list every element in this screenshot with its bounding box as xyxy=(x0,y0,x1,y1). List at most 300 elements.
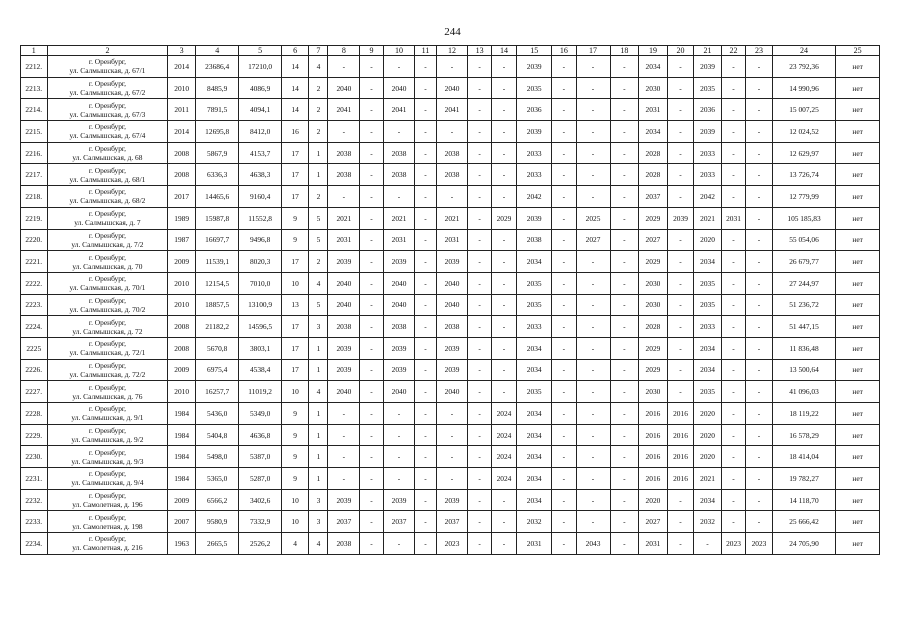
table-cell: - xyxy=(610,56,639,78)
table-cell: - xyxy=(667,294,694,316)
table-cell: - xyxy=(667,186,694,208)
table-cell: 2031 xyxy=(721,207,745,229)
table-cell: 1989 xyxy=(168,207,196,229)
table-cell: - xyxy=(360,403,383,425)
table-cell: - xyxy=(383,446,415,468)
table-cell: 2038 xyxy=(383,316,415,338)
table-cell: 2020 xyxy=(694,446,722,468)
table-cell: - xyxy=(746,316,773,338)
table-cell: 2038 xyxy=(383,142,415,164)
table-cell: - xyxy=(576,272,610,294)
table-cell: - xyxy=(491,142,516,164)
table-cell: 2041 xyxy=(436,99,468,121)
column-header: 12 xyxy=(436,46,468,56)
table-cell: - xyxy=(491,272,516,294)
table-cell: 2034 xyxy=(517,489,552,511)
table-cell: 10 xyxy=(281,381,309,403)
table-cell: - xyxy=(552,359,576,381)
address-street: ул. Салмышская, д. 68/2 xyxy=(69,196,146,206)
table-cell: - xyxy=(746,229,773,251)
table-cell: - xyxy=(746,251,773,273)
table-cell: нет xyxy=(836,511,880,533)
table-cell: - xyxy=(552,424,576,446)
table-cell: 9 xyxy=(281,446,309,468)
register-table xyxy=(20,45,880,555)
table-cell: 19 782,27 xyxy=(772,468,836,490)
table-cell: - xyxy=(360,489,383,511)
address-city: г. Оренбург, xyxy=(88,491,126,501)
column-header: 8 xyxy=(328,46,360,56)
table-cell: - xyxy=(552,316,576,338)
table-cell: 4 xyxy=(309,272,328,294)
table-cell: - xyxy=(360,337,383,359)
table-cell: 2021 xyxy=(328,207,360,229)
table-cell: - xyxy=(436,403,468,425)
table-cell: 2009 xyxy=(168,359,196,381)
table-cell: 2035 xyxy=(517,77,552,99)
table-cell: - xyxy=(415,272,436,294)
address-cell xyxy=(47,121,168,143)
table-cell: 16697,7 xyxy=(195,229,238,251)
table-cell: - xyxy=(468,121,491,143)
table-cell: - xyxy=(415,489,436,511)
row-number-cell: 2233. xyxy=(21,511,48,533)
column-header: 1 xyxy=(21,46,48,56)
table-cell: - xyxy=(328,468,360,490)
table-cell: - xyxy=(721,229,745,251)
table-cell: нет xyxy=(836,489,880,511)
table-cell: 2038 xyxy=(383,164,415,186)
address-street: ул. Салмышская, д. 67/3 xyxy=(69,109,146,119)
table-cell: 2040 xyxy=(328,381,360,403)
table-cell: - xyxy=(721,99,745,121)
table-cell: 2016 xyxy=(639,468,668,490)
table-cell: 27 244,97 xyxy=(772,272,836,294)
table-cell: 18 119,22 xyxy=(772,403,836,425)
table-cell: 2023 xyxy=(436,533,468,555)
address-cell xyxy=(47,294,168,316)
table-cell: 4 xyxy=(281,533,309,555)
table-cell: 3803,1 xyxy=(239,337,281,359)
table-cell: 2040 xyxy=(436,272,468,294)
address-city: г. Оренбург, xyxy=(88,469,126,479)
table-cell: 1984 xyxy=(168,468,196,490)
column-header: 17 xyxy=(576,46,610,56)
table-cell: - xyxy=(468,251,491,273)
table-cell: 2040 xyxy=(328,294,360,316)
table-cell: 2039 xyxy=(694,121,722,143)
table-cell: - xyxy=(491,489,516,511)
table-row xyxy=(21,99,880,121)
table-cell: 14 118,70 xyxy=(772,489,836,511)
table-cell: - xyxy=(383,56,415,78)
address-cell xyxy=(47,511,168,533)
table-cell: 2039 xyxy=(436,251,468,273)
row-number-cell: 2229. xyxy=(21,424,48,446)
table-cell: 2007 xyxy=(168,511,196,533)
table-cell: 2008 xyxy=(168,142,196,164)
address-cell xyxy=(47,381,168,403)
table-cell: - xyxy=(552,446,576,468)
table-cell: 2 xyxy=(309,186,328,208)
table-cell: - xyxy=(436,56,468,78)
table-cell: 2031 xyxy=(517,533,552,555)
table-cell: - xyxy=(746,381,773,403)
table-cell: 2039 xyxy=(517,121,552,143)
table-cell: - xyxy=(552,511,576,533)
table-cell: 17210,0 xyxy=(239,56,281,78)
table-cell: - xyxy=(721,294,745,316)
table-cell: 2 xyxy=(309,251,328,273)
table-cell: - xyxy=(468,381,491,403)
column-header: 10 xyxy=(383,46,415,56)
table-cell: 1 xyxy=(309,359,328,381)
address-city: г. Оренбург, xyxy=(88,512,126,522)
table-cell: 5 xyxy=(309,229,328,251)
table-cell: - xyxy=(746,207,773,229)
table-cell: - xyxy=(491,511,516,533)
table-cell: 2014 xyxy=(168,121,196,143)
table-cell: 2037 xyxy=(639,186,668,208)
table-cell: - xyxy=(667,142,694,164)
table-cell: 2 xyxy=(309,77,328,99)
table-cell: 2039 xyxy=(383,337,415,359)
table-row xyxy=(21,424,880,446)
table-cell: - xyxy=(328,424,360,446)
table-cell: 55 054,06 xyxy=(772,229,836,251)
table-cell: 2029 xyxy=(491,207,516,229)
table-cell: 2040 xyxy=(383,272,415,294)
table-cell: 14 xyxy=(281,56,309,78)
table-cell: - xyxy=(721,359,745,381)
address-street: ул. Самолетная, д. 196 xyxy=(72,500,143,510)
table-cell: - xyxy=(468,164,491,186)
table-cell: 2041 xyxy=(383,99,415,121)
table-cell: 2039 xyxy=(694,56,722,78)
table-cell: 2028 xyxy=(639,142,668,164)
table-cell: - xyxy=(610,359,639,381)
table-cell: 2009 xyxy=(168,251,196,273)
table-cell: - xyxy=(360,316,383,338)
row-number-cell: 2222. xyxy=(21,272,48,294)
table-cell: - xyxy=(360,359,383,381)
table-cell: 14 xyxy=(281,77,309,99)
table-cell: 25 666,42 xyxy=(772,511,836,533)
address-cell xyxy=(47,77,168,99)
table-cell: - xyxy=(552,468,576,490)
table-cell: - xyxy=(383,424,415,446)
table-cell: 2038 xyxy=(328,142,360,164)
table-cell: 14465,6 xyxy=(195,186,238,208)
address-street: ул. Самолетная, д. 198 xyxy=(72,521,143,531)
column-header: 25 xyxy=(836,46,880,56)
row-number-cell: 2216. xyxy=(21,142,48,164)
row-number-cell: 2231. xyxy=(21,468,48,490)
table-cell: - xyxy=(746,337,773,359)
table-cell: - xyxy=(468,186,491,208)
table-cell: - xyxy=(415,229,436,251)
table-cell: - xyxy=(491,186,516,208)
table-cell: нет xyxy=(836,468,880,490)
table-cell: - xyxy=(721,142,745,164)
table-cell: 5 xyxy=(309,294,328,316)
table-cell: 2021 xyxy=(436,207,468,229)
table-cell: - xyxy=(610,164,639,186)
table-cell: - xyxy=(328,403,360,425)
table-cell: - xyxy=(667,164,694,186)
table-cell: 2039 xyxy=(517,56,552,78)
table-header xyxy=(21,46,880,56)
table-cell: 4 xyxy=(309,56,328,78)
table-cell: - xyxy=(468,424,491,446)
address-city: г. Оренбург, xyxy=(88,230,126,240)
table-cell: 2 xyxy=(309,121,328,143)
table-cell: 2039 xyxy=(328,251,360,273)
table-cell: 17 xyxy=(281,359,309,381)
table-cell: 12 629,97 xyxy=(772,142,836,164)
table-cell: - xyxy=(328,446,360,468)
table-cell: - xyxy=(721,272,745,294)
table-cell: - xyxy=(576,164,610,186)
row-number-cell: 2224. xyxy=(21,316,48,338)
table-cell: - xyxy=(576,359,610,381)
table-cell: 4086,9 xyxy=(239,77,281,99)
table-cell: нет xyxy=(836,316,880,338)
address-street: ул. Салмышская, д. 9/2 xyxy=(71,435,144,445)
column-header: 16 xyxy=(552,46,576,56)
table-cell: - xyxy=(468,229,491,251)
table-cell: - xyxy=(746,446,773,468)
table-cell: 13 726,74 xyxy=(772,164,836,186)
table-cell: - xyxy=(576,489,610,511)
address-city: г. Оренбург, xyxy=(88,209,126,219)
table-cell: 2039 xyxy=(328,337,360,359)
table-cell: 4 xyxy=(309,381,328,403)
table-cell: 10 xyxy=(281,489,309,511)
table-cell: - xyxy=(610,272,639,294)
table-cell: - xyxy=(552,207,576,229)
table-cell: 1984 xyxy=(168,403,196,425)
table-cell: - xyxy=(436,446,468,468)
address-street: ул. Салмышская, д. 70/2 xyxy=(69,304,146,314)
table-cell: 2038 xyxy=(328,164,360,186)
table-cell: 1984 xyxy=(168,446,196,468)
table-cell: нет xyxy=(836,251,880,273)
address-street: ул. Салмышская, д. 72/1 xyxy=(69,348,146,358)
table-cell: 17 xyxy=(281,186,309,208)
address-city: г. Оренбург, xyxy=(88,426,126,436)
row-number-cell: 2227. xyxy=(21,381,48,403)
row-number-cell: 2230. xyxy=(21,446,48,468)
table-cell: 21182,2 xyxy=(195,316,238,338)
table-cell: - xyxy=(576,446,610,468)
table-cell: нет xyxy=(836,337,880,359)
address-street: ул. Салмышская, д. 9/4 xyxy=(71,478,144,488)
table-cell: - xyxy=(576,99,610,121)
table-cell: - xyxy=(721,164,745,186)
table-cell: 11552,8 xyxy=(239,207,281,229)
table-cell: - xyxy=(360,77,383,99)
address-city: г. Оренбург, xyxy=(88,122,126,132)
address-cell xyxy=(47,533,168,555)
table-cell: нет xyxy=(836,99,880,121)
table-cell: 5498,0 xyxy=(195,446,238,468)
table-cell: - xyxy=(576,294,610,316)
table-cell: 1963 xyxy=(168,533,196,555)
table-cell: 16 xyxy=(281,121,309,143)
table-cell: - xyxy=(610,381,639,403)
table-cell: - xyxy=(746,489,773,511)
table-cell: 2020 xyxy=(639,489,668,511)
table-cell: - xyxy=(552,533,576,555)
table-cell: - xyxy=(746,99,773,121)
table-cell: 5436,0 xyxy=(195,403,238,425)
table-cell: - xyxy=(383,468,415,490)
table-cell: 2042 xyxy=(694,186,722,208)
table-cell: 2039 xyxy=(383,489,415,511)
table-cell: 2016 xyxy=(667,403,694,425)
column-header: 13 xyxy=(468,46,491,56)
column-header: 5 xyxy=(239,46,281,56)
table-cell: 11539,1 xyxy=(195,251,238,273)
table-cell: 2029 xyxy=(639,337,668,359)
table-cell: - xyxy=(468,272,491,294)
table-cell: нет xyxy=(836,424,880,446)
table-cell: 2039 xyxy=(383,251,415,273)
table-cell: 105 185,83 xyxy=(772,207,836,229)
table-cell: - xyxy=(468,207,491,229)
table-cell: 2 xyxy=(309,99,328,121)
row-number-cell: 2223. xyxy=(21,294,48,316)
table-cell: - xyxy=(415,77,436,99)
column-header: 15 xyxy=(517,46,552,56)
table-cell: 2039 xyxy=(667,207,694,229)
table-cell: - xyxy=(415,251,436,273)
table-cell: 23 792,36 xyxy=(772,56,836,78)
table-cell: - xyxy=(576,77,610,99)
address-street: ул. Салмышская, д. 68/1 xyxy=(69,174,146,184)
table-cell: 2034 xyxy=(517,446,552,468)
column-header: 14 xyxy=(491,46,516,56)
row-number-cell: 2212. xyxy=(21,56,48,78)
table-cell: 2039 xyxy=(517,207,552,229)
table-cell: 2039 xyxy=(328,359,360,381)
table-cell: 4638,3 xyxy=(239,164,281,186)
table-cell: - xyxy=(415,337,436,359)
row-number-cell: 2226. xyxy=(21,359,48,381)
table-cell: - xyxy=(360,207,383,229)
table-cell: 7010,0 xyxy=(239,272,281,294)
table-cell: - xyxy=(610,446,639,468)
table-cell: - xyxy=(576,337,610,359)
table-cell: 13 xyxy=(281,294,309,316)
table-cell: - xyxy=(610,207,639,229)
address-cell xyxy=(47,403,168,425)
table-cell: - xyxy=(383,121,415,143)
table-cell: 2039 xyxy=(328,489,360,511)
table-cell: нет xyxy=(836,446,880,468)
table-cell: 2039 xyxy=(436,359,468,381)
address-cell xyxy=(47,186,168,208)
table-cell: нет xyxy=(836,142,880,164)
table-cell: 2016 xyxy=(639,446,668,468)
address-city: г. Оренбург, xyxy=(88,447,126,457)
page-number: 244 xyxy=(444,26,461,38)
table-cell: - xyxy=(552,99,576,121)
table-cell: - xyxy=(721,186,745,208)
table-cell: - xyxy=(491,359,516,381)
table-cell: 5387,0 xyxy=(239,446,281,468)
table-cell: 4153,7 xyxy=(239,142,281,164)
table-cell: - xyxy=(415,294,436,316)
address-city: г. Оренбург, xyxy=(88,382,126,392)
table-cell: 2032 xyxy=(517,511,552,533)
table-cell: 9160,4 xyxy=(239,186,281,208)
table-cell: 2029 xyxy=(639,251,668,273)
address-city: г. Оренбург, xyxy=(88,404,126,414)
row-number-cell: 2232. xyxy=(21,489,48,511)
table-cell: - xyxy=(360,381,383,403)
address-cell xyxy=(47,164,168,186)
table-cell: 17 xyxy=(281,337,309,359)
table-cell: 2034 xyxy=(517,424,552,446)
address-street: ул. Салмышская, д. 70/1 xyxy=(69,283,146,293)
table-cell: - xyxy=(491,121,516,143)
table-cell: 2014 xyxy=(168,56,196,78)
table-cell: - xyxy=(667,337,694,359)
table-cell: 2016 xyxy=(667,446,694,468)
table-cell: 10 xyxy=(281,272,309,294)
table-cell: 18 414,04 xyxy=(772,446,836,468)
table-cell: 2033 xyxy=(517,164,552,186)
column-header: 18 xyxy=(610,46,639,56)
table-cell: 1 xyxy=(309,446,328,468)
table-cell: 2009 xyxy=(168,489,196,511)
table-row xyxy=(21,294,880,316)
table-cell: 2029 xyxy=(639,359,668,381)
table-cell: - xyxy=(468,489,491,511)
table-cell: 2027 xyxy=(639,229,668,251)
table-cell: 2021 xyxy=(694,207,722,229)
table-cell: 2042 xyxy=(517,186,552,208)
column-header: 7 xyxy=(309,46,328,56)
table-cell: 2008 xyxy=(168,337,196,359)
table-cell: - xyxy=(667,533,694,555)
address-cell xyxy=(47,316,168,338)
table-cell: - xyxy=(468,359,491,381)
table-cell: 2033 xyxy=(517,142,552,164)
table-cell: - xyxy=(360,229,383,251)
table-cell: 2036 xyxy=(694,99,722,121)
table-cell: - xyxy=(360,272,383,294)
table-cell: - xyxy=(576,316,610,338)
table-cell: 2038 xyxy=(436,142,468,164)
table-cell: 17 xyxy=(281,251,309,273)
column-header: 21 xyxy=(694,46,722,56)
table-cell: - xyxy=(610,424,639,446)
column-header: 22 xyxy=(721,46,745,56)
table-cell: 2030 xyxy=(639,77,668,99)
address-cell xyxy=(47,446,168,468)
table-cell: - xyxy=(576,186,610,208)
table-cell: 2010 xyxy=(168,272,196,294)
row-number-cell: 2219. xyxy=(21,207,48,229)
address-city: г. Оренбург, xyxy=(88,360,126,370)
table-cell: - xyxy=(746,164,773,186)
table-row xyxy=(21,229,880,251)
row-number-cell: 2218. xyxy=(21,186,48,208)
table-cell: - xyxy=(415,207,436,229)
